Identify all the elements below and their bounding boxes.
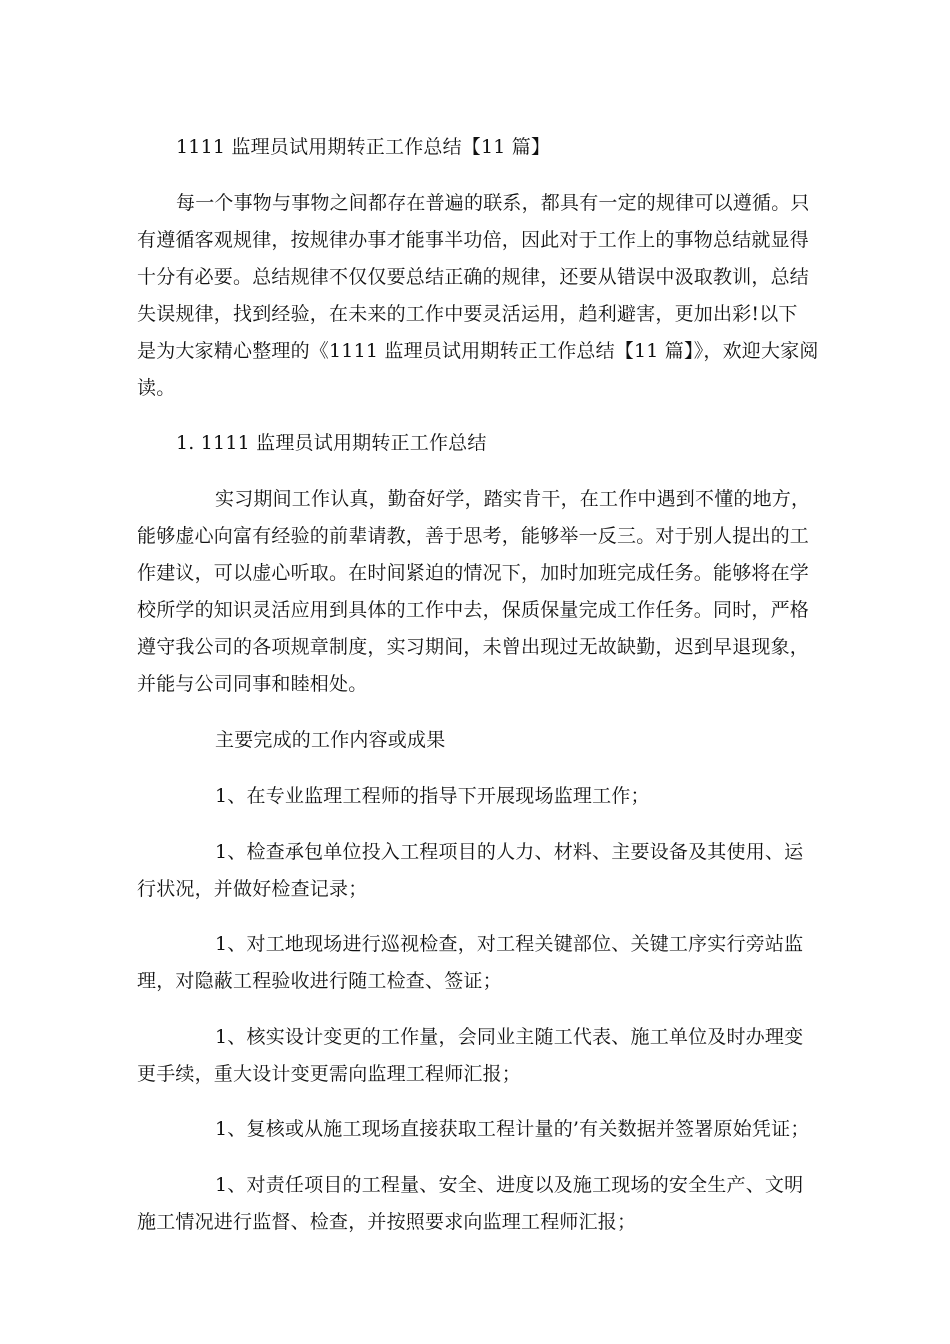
section-body-line: 作建议，可以虚心听取。在时间紧迫的情况下，加时加班完成任务。能够将在学	[137, 562, 810, 584]
intro-line: 每一个事物与事物之间都存在普遍的联系，都具有一定的规律可以遵循。只	[176, 192, 810, 214]
section-body-line: 校所学的知识灵活应用到具体的工作中去，保质保量完成工作任务。同时，严格	[137, 599, 810, 621]
list-item-continuation: 施工情况进行监督、检查，并按照要求向监理工程师汇报；	[137, 1211, 637, 1233]
list-item: 1、在专业监理工程师的指导下开展现场监理工作；	[215, 785, 650, 807]
subheading: 主要完成的工作内容或成果	[215, 729, 446, 751]
list-item: 1、对工地现场进行巡视检查，对工程关键部位、关键工序实行旁站监	[215, 933, 804, 955]
list-item: 1、检查承包单位投入工程项目的人力、材料、主要设备及其使用、运	[215, 841, 804, 863]
intro-line: 有遵循客观规律，按规律办事才能事半功倍，因此对于工作上的事物总结就显得	[137, 229, 810, 251]
list-item: 1、对责任项目的工程量、安全、进度以及施工现场的安全生产、文明	[215, 1174, 804, 1196]
list-item-continuation: 更手续，重大设计变更需向监理工程师汇报；	[137, 1063, 522, 1085]
intro-line: 十分有必要。总结规律不仅仅要总结正确的规律，还要从错误中汲取教训，总结	[137, 266, 810, 288]
section-body-line: 实习期间工作认真，勤奋好学，踏实肯干，在工作中遇到不懂的地方，	[215, 488, 811, 510]
intro-line: 是为大家精心整理的《1111 监理员试用期转正工作总结【11 篇】》，欢迎大家阅	[137, 340, 819, 362]
section-body-line: 能够虚心向富有经验的前辈请教，善于思考，能够举一反三。对于别人提出的工	[137, 525, 810, 547]
list-item-continuation: 行状况，并做好检查记录；	[137, 878, 368, 900]
list-item-continuation: 理，对隐蔽工程验收进行随工检查、签证；	[137, 970, 502, 992]
list-item: 1、复核或从施工现场直接获取工程计量的’有关数据并签署原始凭证；	[215, 1118, 810, 1140]
section-heading: 1. 1111 监理员试用期转正工作总结	[176, 432, 487, 454]
intro-line: 失误规律，找到经验，在未来的工作中要灵活运用，趋利避害，更加出彩!以下	[137, 303, 798, 325]
section-body-line: 并能与公司同事和睦相处。	[137, 673, 368, 695]
section-body-line: 遵守我公司的各项规章制度，实习期间，未曾出现过无故缺勤，迟到早退现象，	[137, 636, 810, 658]
document-title: 1111 监理员试用期转正工作总结【11 篇】	[176, 136, 551, 158]
list-item: 1、核实设计变更的工作量，会同业主随工代表、施工单位及时办理变	[215, 1026, 804, 1048]
intro-line: 读。	[137, 377, 176, 399]
